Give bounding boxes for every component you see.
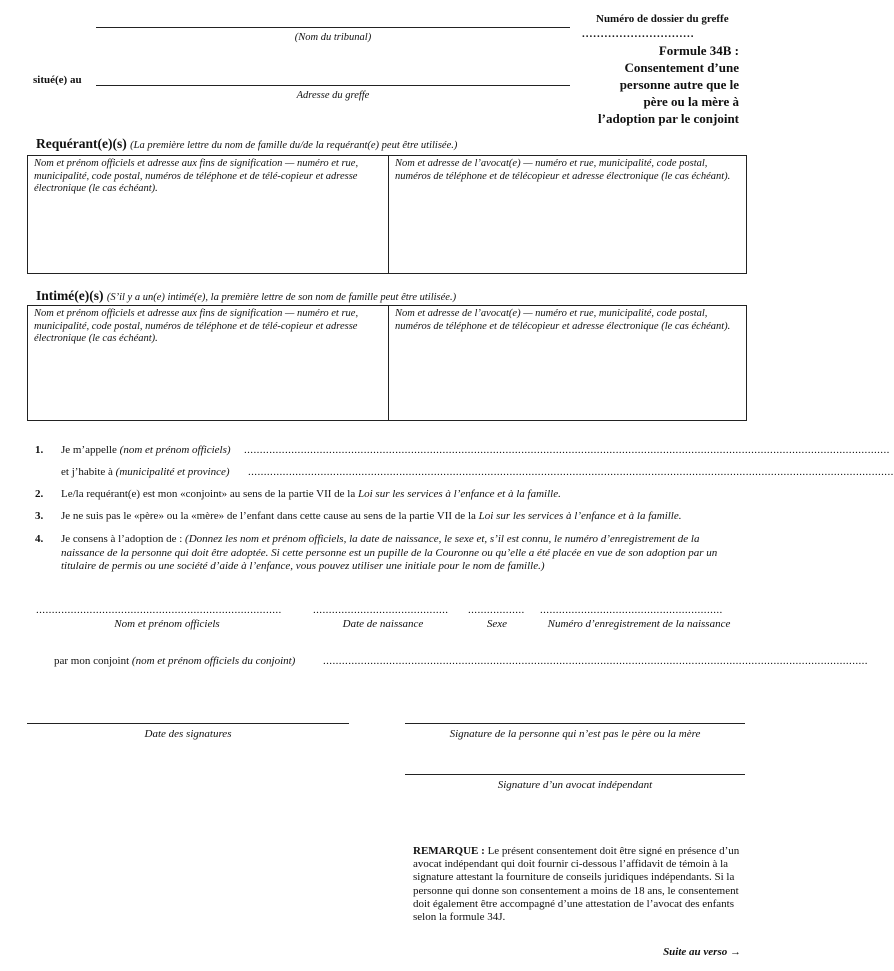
situe-label: situé(e) au (33, 74, 82, 86)
applicant-address-field[interactable]: Nom et prénom officiels et adresse aux fins de signification — numéro et rue, municipalité, code postal, numéros de téléphone et de télé-copieur et adresse électronique (le cas échéant). (34, 158, 359, 194)
form-title-line: l’adoption par le conjoint (598, 111, 739, 126)
person-signature-caption: Signature de la personne qui n’est pas le père ou la mère (449, 728, 701, 740)
respondent-lawyer-field[interactable]: Nom et adresse de l’avocat(e) — numéro et rue, municipalité, code postal, numéros de téléphone et de télécopieur et adresse électronique (le cas échéant). (388, 306, 746, 420)
item-1-label (61, 444, 231, 458)
item-3-text (61, 510, 682, 524)
adoptee-registration-field[interactable]: .......................................................... (540, 604, 723, 616)
adoptee-registration-caption: Numéro d’enregistrement de la naissance (547, 618, 731, 630)
remark-text: Le présent consentement doit être signé en présence d’un avocat indépendant qui doit fournir ci-dessous l’affidavit de témoin à la signature attestant la fourniture de conseils juridiques indépendants. Si la personne qui donne son consentement a moins de 18 ans, le consentement doit également être accompagné d’une attestation de l’avocat des enfants selon la formule 34J. (413, 845, 740, 924)
form-title-line: personne autre que le (619, 77, 739, 92)
item-2-act: Loi sur les services à l’enfance et à la famille. (358, 488, 561, 500)
respondents-box (27, 305, 747, 421)
lawyer-signature-caption: Signature d’un avocat indépendant (497, 779, 653, 791)
spouse-label (54, 655, 295, 669)
signature-date-line[interactable] (27, 723, 349, 724)
respondents-heading (36, 288, 456, 304)
item-4-text (61, 533, 745, 574)
item-3-main: Je ne suis pas le «père» ou la «mère» de l’enfant dans cette cause au sens de la partie VII de la (61, 510, 479, 522)
item-1-residence-label (61, 466, 230, 480)
form-title (598, 42, 739, 127)
respondents-note: (S’il y a un(e) intimé(e), la première lettre de son nom de famille peut être utilisée.) (106, 292, 457, 303)
item-1-text: Je m’appelle (61, 444, 120, 456)
applicant-lawyer-field[interactable]: Nom et adresse de l’avocat(e) — numéro et rue, municipalité, code postal, numéros de téléphone et de télécopieur et adresse électronique (le cas échéant). (388, 156, 746, 273)
item-1-residence-text: et j’habite à (61, 466, 116, 478)
item-2-main: Le/la requérant(e) est mon «conjoint» au sens de la partie VII de la (61, 488, 358, 500)
form-title-line: Consentement d’une (624, 60, 739, 75)
full-name-field[interactable]: ............................................................................................................................................................................................................. (244, 444, 890, 456)
court-address-line[interactable] (96, 85, 570, 86)
continued-overleaf: Suite au verso → (663, 946, 741, 958)
adoptee-sex-caption: Sexe (486, 618, 508, 630)
spouse-name-field[interactable]: ............................................................................................................................................................................. (323, 655, 868, 667)
file-number-label: Numéro de dossier du greffe (596, 13, 729, 25)
item-4-hint: (Donnez les nom et prénom officiels, la date de naissance, le sexe et, s’il est connu, le numéro d’enregistrement de la naissance de la personne qui doit être adoptée. Si cette personne est un pupille de la Couronne ou qu’elle a été placée en vue de son adoption par un titulaire de permis ou une société d’aide à l’enfance, vous pouvez utiliser une initiale pour le nom de famille.) (61, 533, 718, 572)
signature-date-caption: Date des signatures (144, 728, 232, 740)
remark-label: REMARQUE : (413, 845, 485, 857)
item-number: 4. (35, 533, 44, 545)
item-3-act: Loi sur les services à l’enfance et à la famille. (478, 510, 682, 522)
adoptee-name-field[interactable]: .............................................................................. (36, 604, 282, 616)
item-4-main: Je consens à l’adoption de : (61, 533, 186, 545)
item-2-text (61, 488, 561, 502)
adoptee-dob-field[interactable]: ........................................... (313, 604, 449, 616)
applicants-note: (La première lettre du nom de famille du/de la requérant(e) peut être utilisée.) (130, 140, 458, 151)
person-signature-line[interactable] (405, 723, 745, 724)
adoptee-dob-caption: Date de naissance (342, 618, 424, 630)
spouse-text: par mon conjoint (54, 655, 132, 667)
remark-note (413, 845, 745, 924)
tribunal-name-line[interactable] (96, 27, 570, 28)
spouse-hint: (nom et prénom officiels du conjoint) (131, 655, 296, 667)
file-number-field[interactable]: .............................. (582, 28, 695, 40)
applicants-box (27, 155, 747, 274)
item-number: 1. (35, 444, 44, 456)
applicants-title: Requérant(e)(s) (36, 136, 127, 151)
form-title-line: père ou la mère à (643, 94, 739, 109)
item-1-hint: (nom et prénom officiels) (119, 444, 231, 456)
applicants-heading (36, 136, 457, 152)
adoptee-sex-field[interactable]: .................. (468, 604, 525, 616)
respondents-title: Intimé(e)(s) (36, 288, 104, 303)
lawyer-signature-line[interactable] (405, 774, 745, 775)
municipality-field[interactable]: ............................................................................................................................................................................................................. (248, 466, 894, 478)
tribunal-name-caption: (Nom du tribunal) (294, 32, 372, 43)
item-number: 3. (35, 510, 44, 522)
form-title-line: Formule 34B : (658, 43, 739, 58)
court-address-caption: Adresse du greffe (296, 90, 370, 101)
item-number: 2. (35, 488, 44, 500)
respondent-address-field[interactable]: Nom et prénom officiels et adresse aux fins de signification — numéro et rue, municipalité, code postal, numéros de téléphone et de télé-copieur et adresse électronique (le cas échéant). (34, 308, 359, 344)
adoptee-name-caption: Nom et prénom officiels (114, 618, 220, 630)
item-1-residence-hint: (municipalité et province) (115, 466, 230, 478)
